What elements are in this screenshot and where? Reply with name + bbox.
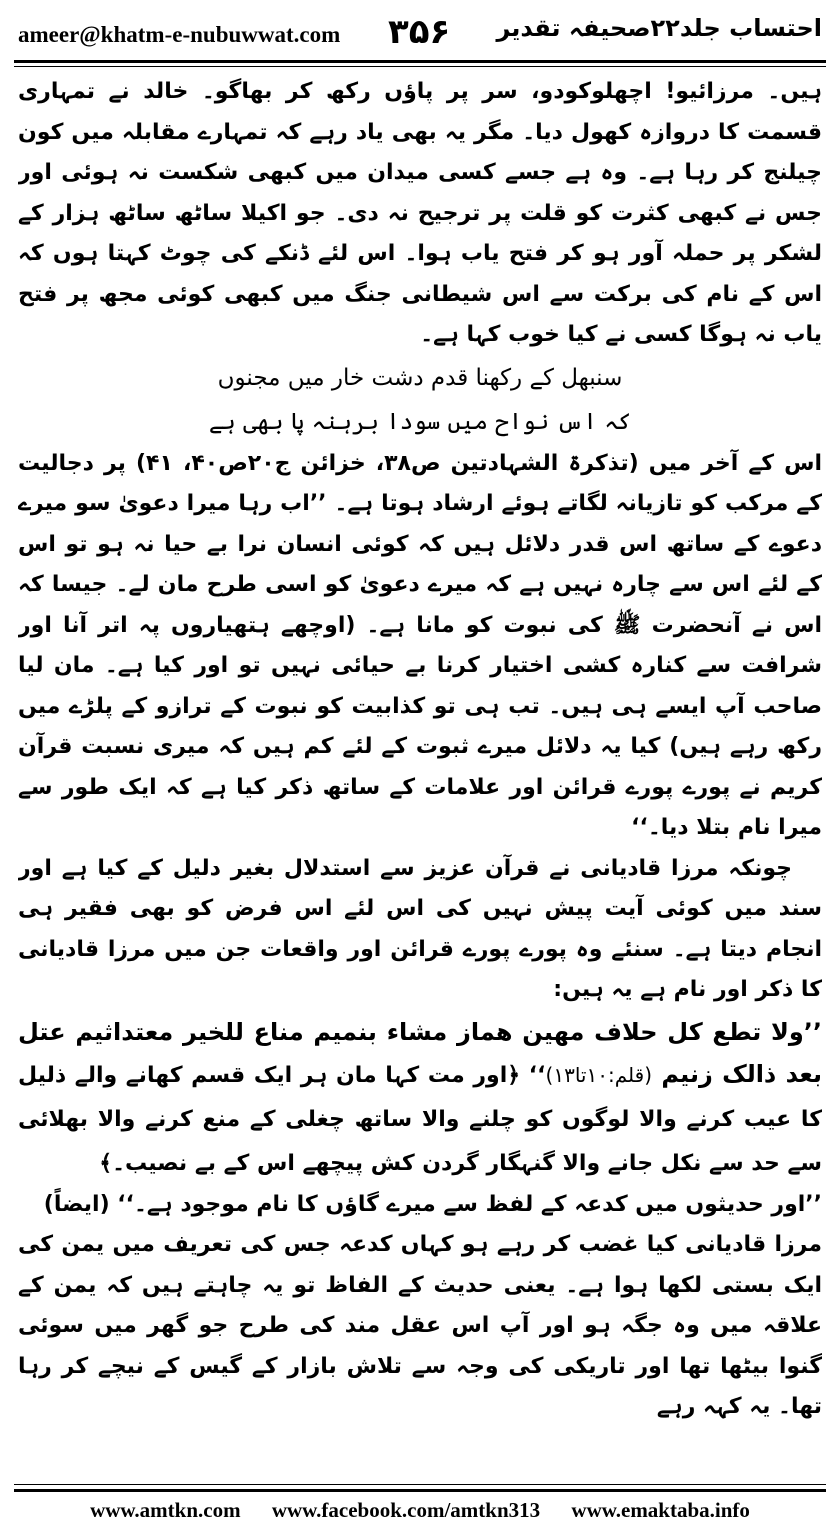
header-email: ameer@khatm-e-nubuwwat.com [18, 22, 341, 47]
footer-link-emaktaba[interactable]: www.emaktaba.info [571, 1498, 750, 1522]
page-header [0, 0, 840, 66]
paragraph-4: ‘‘ ﴿اور مت کہا مان ہر ایک قسم کھانے والے ذلیل کا عیب کرنے والا لوگوں کو چلنے والا ساتھ چغلی کے منع کرنے والا بھلائی سے حد سے نکل جانے والا گنہگار گردن کش پیچھے اس کے بے نصیب۔﴾ [18, 1062, 822, 1176]
paragraph-6: مرزا قادیانی کیا غضب کر رہے ہو کہاں کدعہ جس کی تعریف میں یمن کی ایک بستی لکھا ہوا ہے۔ یعنی حدیث کے الفاظ تو یہ چاہتے ہیں کہ یمن کے علاقہ میں وہ جگہ ہو اور آپ اس عقل مند کی طرح جو گھر میں سوئی گنوا بیٹھا تھا اور تاریکی کی وجہ سے تلاش بازار کے گیس کے نیچے کر رہا تھا۔ یہ کہہ رہے [18, 1232, 822, 1419]
page-number: ۳۵۶ [388, 12, 451, 52]
header-rule-thick [14, 60, 826, 63]
arabic-quote [18, 1011, 822, 1185]
footer-link-amtkn[interactable]: www.amtkn.com [90, 1498, 241, 1522]
header-rule-thin [14, 66, 826, 67]
footer-rule-thick [14, 1489, 826, 1492]
page-footer [0, 1498, 840, 1534]
poetry-verse-1: سنبھل کے رکھنا قدم دشت خار میں مجنوں [217, 364, 623, 391]
footer-link-facebook[interactable]: www.facebook.com/amtkn313 [271, 1498, 541, 1522]
page-body [18, 72, 822, 1477]
book-title: احتساب جلد۲۲صحیفہ تقدیر [496, 14, 822, 42]
footer-rule-thin [14, 1484, 826, 1485]
arabic-quote-text: ’’ولا تطع کل حلاف مھین ھماز مشاء بنمیم مناع للخیر معتداثیم عتل بعد ذالک زنیم [18, 1017, 822, 1088]
poetry-verse-2: کہ اس نواح میں سودا برہنہ پا بھی ہے [208, 408, 632, 435]
paragraph-1: ہیں۔ مرزائیو! اچھلوکودو، سر پر پاؤں رکھ کر بھاگو۔ خالد نے تمہاری قسمت کا دروازہ کھول دیا۔ مگر یہ بھی یاد رہے کہ تمہارے مقابلہ میں کون چیلنج کر رہا ہے۔ وہ ہے جسے کسی میدان میں کبھی شکست نہ ہوئی اور جس نے کبھی کثرت کو قلت پر ترجیح نہ دی۔ جو اکیلا ساٹھ ساٹھ ہزار کے لشکر پر حملہ آور ہو کر فتح یاب ہوا۔ اس لئے ڈنکے کی چوٹ کہتا ہوں کہ اس کے نام کی برکت سے اس شیطانی جنگ میں کبھی کوئی مجھ پر فتح یاب نہ ہوگا کسی نے کیا خوب کہا ہے۔ [18, 79, 822, 347]
paragraph-5: ’’اور حدیثوں میں کدعہ کے لفظ سے میرے گاؤں کا نام موجود ہے۔‘‘ (ایضاً) [43, 1191, 822, 1217]
arabic-quote-reference: (قلم:۱۰تا۱۳) [545, 1062, 653, 1087]
paragraph-2: اس کے آخر میں (تذکرۃ الشہادتین ص۳۸، خزائن ج۲۰ص۴۰، ۴۱) پر دجالیت کے مرکب کو تازیانہ لگاتے ہوئے ارشاد ہوتا ہے۔ ’’اب رہا میرا دعویٰ سو میرے دعوے کے ساتھ اس قدر دلائل ہیں کہ کوئی انسان نرا بے حیا نہ ہو تو اس کے لئے اس سے چارہ نہیں ہے کہ میرے دعویٰ کو اسی طرح مان لے۔ جیسا کہ اس نے آنحضرت ﷺ کی نبوت کو مانا ہے۔ (اوچھے ہتھیاروں پہ اتر آنا اور شرافت سے کنارہ کشی اختیار کرنا بے حیائی نہیں تو اور کیا ہے۔ مان لیا صاحب آپ ایسے ہی ہیں۔ تب ہی تو کذابیت کو نبوت کے ترازو کے پلڑے میں رکھ رہے ہیں) کیا یہ دلائل میرے ثبوت کے لئے کم ہیں کہ میری نسبت قرآن کریم نے پورے پورے قرائن اور علامات کے ساتھ ذکر کیا ہے کہ ایک طور سے میرا نام بتلا دیا۔‘‘ [18, 450, 822, 840]
paragraph-3: چونکہ مرزا قادیانی نے قرآن عزیز سے استدلال بغیر دلیل کے کیا ہے اور سند میں کوئی آیت پیش نہیں کی اس لئے اس فرض کو بھی فقیر ہی انجام دیتا ہے۔ سنئے وہ پورے پورے قرائن اور واقعات جن میں مرزا قادیانی کا ذکر اور نام ہے یہ ہیں: [18, 855, 822, 1002]
